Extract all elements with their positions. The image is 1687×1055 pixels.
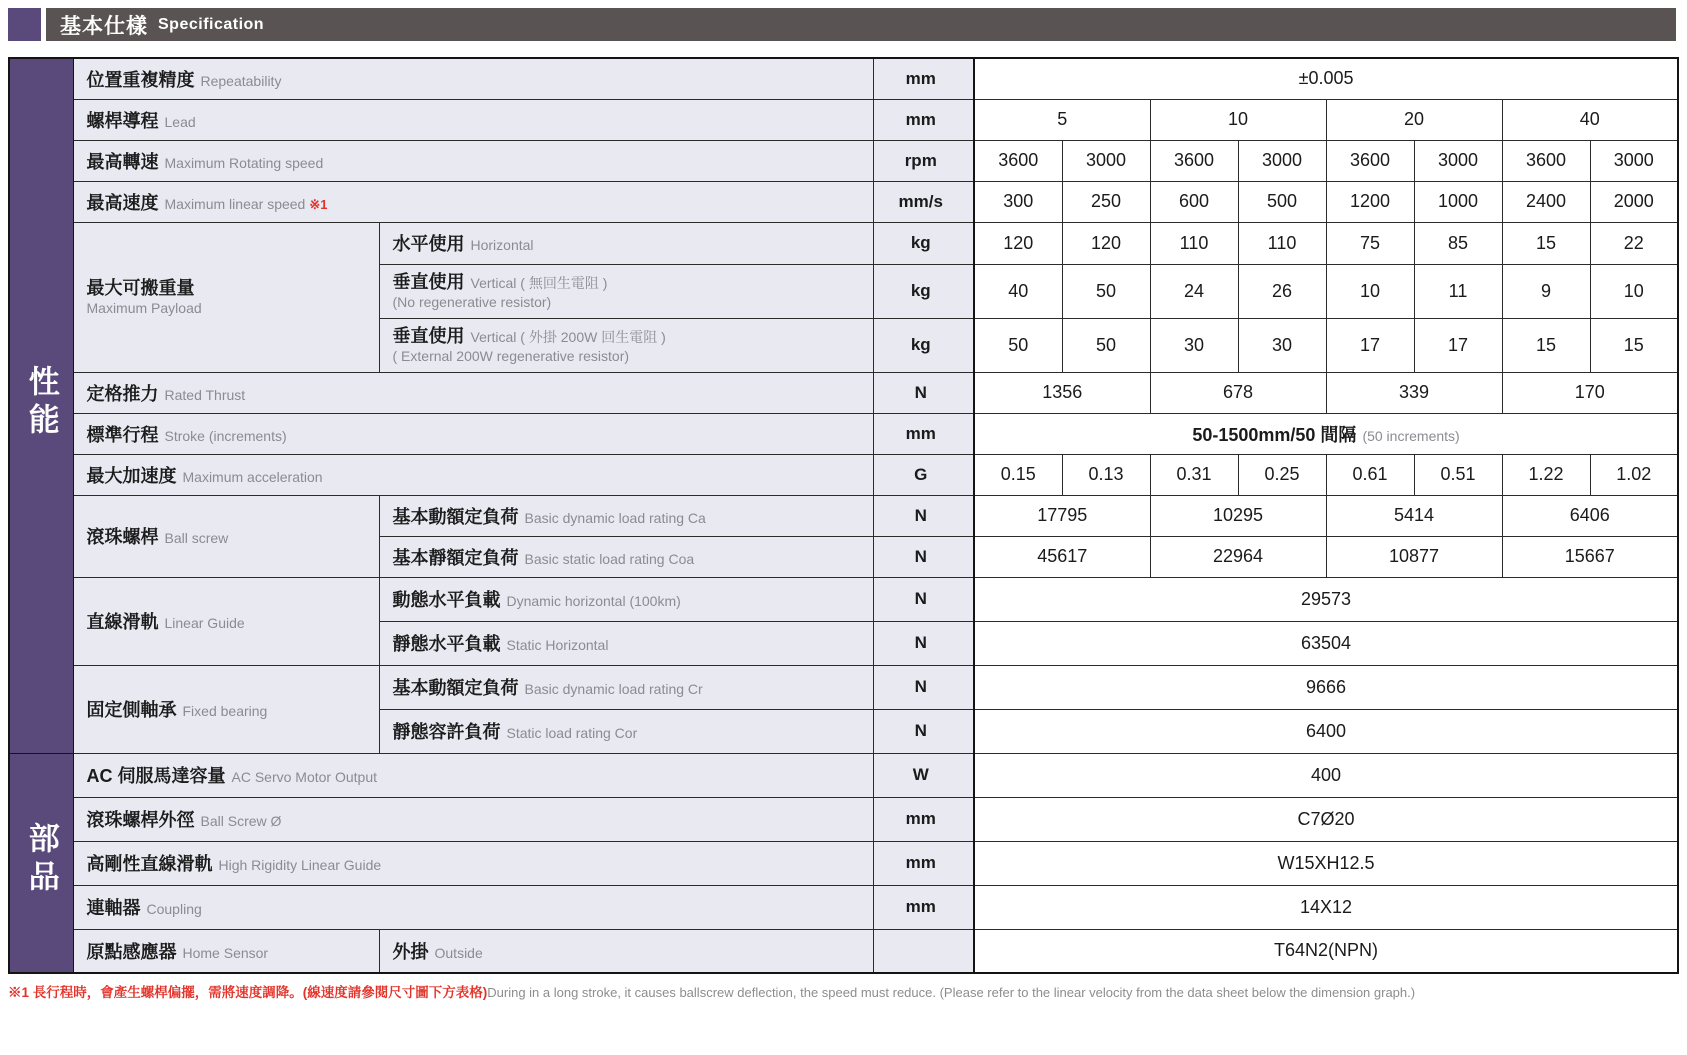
value-cell: 1000 (1414, 181, 1502, 222)
value-cell: 1.22 (1502, 454, 1590, 495)
value-cell: 0.61 (1326, 454, 1414, 495)
label-home-sensor (73, 929, 379, 973)
row-max-acceleration (9, 454, 1678, 495)
label-rigid-linear-guide (73, 841, 873, 885)
value-cell: 0.13 (1062, 454, 1150, 495)
label-en2: ( External 200W regenerative resistor) (392, 347, 630, 364)
value-cell: 24 (1150, 264, 1238, 318)
label-zh: 最高轉速 (86, 151, 159, 172)
unit-cell: mm (873, 58, 974, 99)
value-cell: 300 (974, 181, 1062, 222)
row-lead (9, 99, 1678, 140)
label-en: Vertical ( 無回生電阻 ) (470, 275, 608, 292)
value-cell: 29573 (974, 577, 1678, 621)
label-en: Linear Guide (164, 615, 245, 631)
label-en: Outside (434, 944, 483, 961)
label-ball-screw-dynamic (379, 495, 873, 536)
label-en: Repeatability (200, 72, 282, 89)
value-cell: 63504 (974, 621, 1678, 665)
label-en: Static load rating Cor (506, 725, 638, 741)
label-fixed-bearing-static (379, 709, 873, 753)
label-ball-screw-static (379, 536, 873, 577)
page-title-en: Specification (158, 15, 265, 33)
label-payload-group (73, 222, 379, 372)
value-cell: 30 (1150, 318, 1238, 372)
unit-cell: W (873, 753, 974, 797)
label-zh: 外掛 (392, 941, 429, 962)
sidebar-performance (9, 58, 73, 753)
value-cell: 11 (1414, 264, 1502, 318)
value-cell: 22 (1590, 222, 1678, 264)
unit-cell: N (873, 372, 974, 413)
value-cell: 600 (1150, 181, 1238, 222)
value-cell: ±0.005 (974, 58, 1678, 99)
label-ball-screw-dia (73, 797, 873, 841)
value-cell: 10 (1590, 264, 1678, 318)
footnote-ref: ※1 (309, 196, 328, 212)
label-en: Dynamic horizontal (100km) (506, 593, 681, 609)
label-zh: 水平使用 (392, 234, 465, 254)
value-cell: 50 (974, 318, 1062, 372)
stroke-value-en: (50 increments) (1362, 427, 1460, 444)
stroke-value-zh: 50-1500mm/50 間隔 (1192, 424, 1357, 445)
label-zh: 原點感應器 (86, 941, 177, 962)
value-cell: 110 (1238, 222, 1326, 264)
label-zh: 位置重複精度 (86, 69, 195, 90)
value-cell: C7Ø20 (974, 797, 1678, 841)
unit-cell: rpm (873, 140, 974, 181)
label-stroke (73, 413, 873, 454)
unit-cell: mm (873, 841, 974, 885)
footnote-gray-text: During in a long stroke, it causes ballscrew deflection, the speed must reduce. (Please refer to the linear velocity from the data sheet below the dimension graph.) (487, 985, 1416, 1000)
label-en: Maximum Payload (86, 299, 202, 316)
value-cell: 500 (1238, 181, 1326, 222)
label-linear-guide-group (73, 577, 379, 665)
value-cell: 3600 (1326, 140, 1414, 181)
row-max-linear-speed (9, 181, 1678, 222)
value-cell (974, 413, 1678, 454)
label-linear-guide-static (379, 621, 873, 665)
label-payload-vertical-ext-regen (379, 318, 873, 372)
value-cell: 15667 (1502, 536, 1678, 577)
spec-table (8, 57, 1679, 974)
label-zh: 垂直使用 (392, 272, 465, 293)
label-zh: 靜態水平負載 (392, 634, 501, 654)
value-cell: 17 (1326, 318, 1414, 372)
value-cell: T64N2(NPN) (974, 929, 1678, 973)
label-en: Home Sensor (182, 944, 269, 961)
value-cell: 2000 (1590, 181, 1678, 222)
value-cell: 5414 (1326, 495, 1502, 536)
label-zh: 垂直使用 (392, 326, 465, 347)
value-cell: 6406 (1502, 495, 1678, 536)
value-cell: 10 (1326, 264, 1414, 318)
label-repeatability (73, 58, 873, 99)
value-cell: 75 (1326, 222, 1414, 264)
label-home-sensor-outside (379, 929, 873, 973)
unit-cell: N (873, 536, 974, 577)
label-ball-screw-group (73, 495, 379, 577)
label-en: Maximum linear speed (164, 195, 306, 212)
value-cell: 110 (1150, 222, 1238, 264)
value-cell: 5 (974, 99, 1150, 140)
section-header (8, 8, 1676, 41)
value-cell: 15 (1502, 222, 1590, 264)
footnote (8, 983, 1680, 1003)
value-cell: 22964 (1150, 536, 1326, 577)
row-ball-screw-dynamic (9, 495, 1678, 536)
value-cell: 15 (1502, 318, 1590, 372)
unit-cell: mm (873, 99, 974, 140)
label-zh: AC 伺服馬達容量 (86, 766, 226, 786)
value-cell: 40 (974, 264, 1062, 318)
value-cell: 40 (1502, 99, 1678, 140)
label-coupling (73, 885, 873, 929)
value-cell: 20 (1326, 99, 1502, 140)
value-cell: 339 (1326, 372, 1502, 413)
value-cell: 3600 (1502, 140, 1590, 181)
label-zh: 標準行程 (86, 424, 159, 445)
label-en: Ball Screw Ø (200, 813, 282, 829)
unit-cell: kg (873, 318, 974, 372)
label-zh: 固定側軸承 (86, 700, 177, 720)
label-en: Basic dynamic load rating Ca (524, 509, 706, 526)
header-bar (46, 8, 1676, 41)
label-en2: (No regenerative resistor) (392, 293, 552, 310)
label-ac-servo (73, 753, 873, 797)
value-cell: 30 (1238, 318, 1326, 372)
value-cell: 26 (1238, 264, 1326, 318)
value-cell: 0.15 (974, 454, 1062, 495)
value-cell: 14X12 (974, 885, 1678, 929)
label-en: Fixed bearing (182, 703, 268, 719)
value-cell: W15XH12.5 (974, 841, 1678, 885)
unit-cell: N (873, 577, 974, 621)
label-max-rotating-speed (73, 140, 873, 181)
value-cell: 120 (1062, 222, 1150, 264)
unit-cell (873, 929, 974, 973)
row-ball-screw-dia (9, 797, 1678, 841)
value-cell: 120 (974, 222, 1062, 264)
label-zh: 高剛性直線滑軌 (86, 854, 213, 874)
label-en: Horizontal (470, 237, 534, 253)
row-rated-thrust (9, 372, 1678, 413)
value-cell: 9 (1502, 264, 1590, 318)
label-en: Maximum acceleration (182, 468, 323, 485)
label-fixed-bearing-group (73, 665, 379, 753)
unit-cell: N (873, 495, 974, 536)
label-zh: 連軸器 (86, 898, 141, 918)
row-fixed-bearing-dynamic (9, 665, 1678, 709)
label-payload-horizontal (379, 222, 873, 264)
label-fixed-bearing-dynamic (379, 665, 873, 709)
value-cell: 1.02 (1590, 454, 1678, 495)
value-cell: 45617 (974, 536, 1150, 577)
value-cell: 170 (1502, 372, 1678, 413)
label-zh: 滾珠螺桿外徑 (86, 810, 195, 830)
value-cell: 17 (1414, 318, 1502, 372)
unit-cell: kg (873, 222, 974, 264)
unit-cell: kg (873, 264, 974, 318)
label-en: Static Horizontal (506, 637, 609, 653)
value-cell: 3000 (1590, 140, 1678, 181)
label-zh: 基本動額定負荷 (392, 506, 519, 527)
value-cell: 400 (974, 753, 1678, 797)
label-en: Vertical ( 外掛 200W 回生電阻 ) (470, 329, 666, 346)
value-cell: 10877 (1326, 536, 1502, 577)
label-en: AC Servo Motor Output (231, 769, 378, 785)
row-max-rotating-speed (9, 140, 1678, 181)
value-cell: 678 (1150, 372, 1326, 413)
sidebar-parts-label: 部品 (23, 822, 59, 899)
value-cell: 3600 (974, 140, 1062, 181)
value-cell: 15 (1590, 318, 1678, 372)
unit-cell: G (873, 454, 974, 495)
value-cell: 10295 (1150, 495, 1326, 536)
label-en: Coupling (146, 901, 202, 917)
value-cell: 0.25 (1238, 454, 1326, 495)
footnote-red-text: ※1 長行程時，會產生螺桿偏擺，需將速度調降。(線速度請參閱尺寸圖下方表格) (8, 985, 488, 1000)
row-coupling (9, 885, 1678, 929)
unit-cell: N (873, 621, 974, 665)
label-zh: 滾珠螺桿 (86, 527, 159, 547)
value-cell: 9666 (974, 665, 1678, 709)
value-cell: 0.31 (1150, 454, 1238, 495)
label-zh: 定格推力 (86, 383, 159, 404)
row-home-sensor (9, 929, 1678, 973)
sidebar-parts (9, 753, 73, 973)
value-cell: 10 (1150, 99, 1326, 140)
label-zh: 基本動額定負荷 (392, 678, 519, 698)
row-stroke (9, 413, 1678, 454)
value-cell: 3000 (1062, 140, 1150, 181)
label-zh: 最高速度 (86, 192, 159, 213)
row-ac-servo (9, 753, 1678, 797)
label-en: Rated Thrust (164, 386, 246, 403)
label-en: Basic dynamic load rating Cr (524, 681, 703, 697)
value-cell: 1200 (1326, 181, 1414, 222)
label-zh: 靜態容許負荷 (392, 722, 501, 742)
value-cell: 50 (1062, 264, 1150, 318)
value-cell: 3600 (1150, 140, 1238, 181)
value-cell: 17795 (974, 495, 1150, 536)
row-linear-guide-dynamic (9, 577, 1678, 621)
row-rigid-linear-guide (9, 841, 1678, 885)
label-zh: 直線滑軌 (86, 612, 159, 632)
header-accent-square (8, 8, 41, 41)
label-linear-guide-dynamic (379, 577, 873, 621)
label-zh: 最大可搬重量 (86, 278, 195, 299)
label-rated-thrust (73, 372, 873, 413)
label-en: Stroke (increments) (164, 427, 287, 444)
label-en: Ball screw (164, 530, 229, 546)
label-en: High Rigidity Linear Guide (218, 857, 382, 873)
label-zh: 動態水平負載 (392, 590, 501, 610)
page-title-zh: 基本仕樣 (60, 14, 148, 38)
value-cell: 1356 (974, 372, 1150, 413)
label-en: Maximum Rotating speed (164, 154, 324, 171)
value-cell: 3000 (1238, 140, 1326, 181)
label-en: Basic static load rating Coa (524, 550, 695, 567)
label-zh: 基本靜額定負荷 (392, 547, 519, 568)
value-cell: 250 (1062, 181, 1150, 222)
unit-cell: mm/s (873, 181, 974, 222)
row-payload-horizontal (9, 222, 1678, 264)
label-zh: 螺桿導程 (86, 110, 159, 131)
label-lead (73, 99, 873, 140)
label-en: Lead (164, 113, 196, 130)
value-cell: 3000 (1414, 140, 1502, 181)
unit-cell: mm (873, 885, 974, 929)
value-cell: 0.51 (1414, 454, 1502, 495)
unit-cell: mm (873, 413, 974, 454)
unit-cell: N (873, 665, 974, 709)
value-cell: 85 (1414, 222, 1502, 264)
value-cell: 2400 (1502, 181, 1590, 222)
sidebar-performance-label: 性能 (23, 365, 59, 442)
value-cell: 6400 (974, 709, 1678, 753)
label-zh: 最大加速度 (86, 465, 177, 486)
label-max-acceleration (73, 454, 873, 495)
value-cell: 50 (1062, 318, 1150, 372)
unit-cell: N (873, 709, 974, 753)
label-payload-vertical-no-regen (379, 264, 873, 318)
row-repeatability (9, 58, 1678, 99)
unit-cell: mm (873, 797, 974, 841)
label-max-linear-speed (73, 181, 873, 222)
